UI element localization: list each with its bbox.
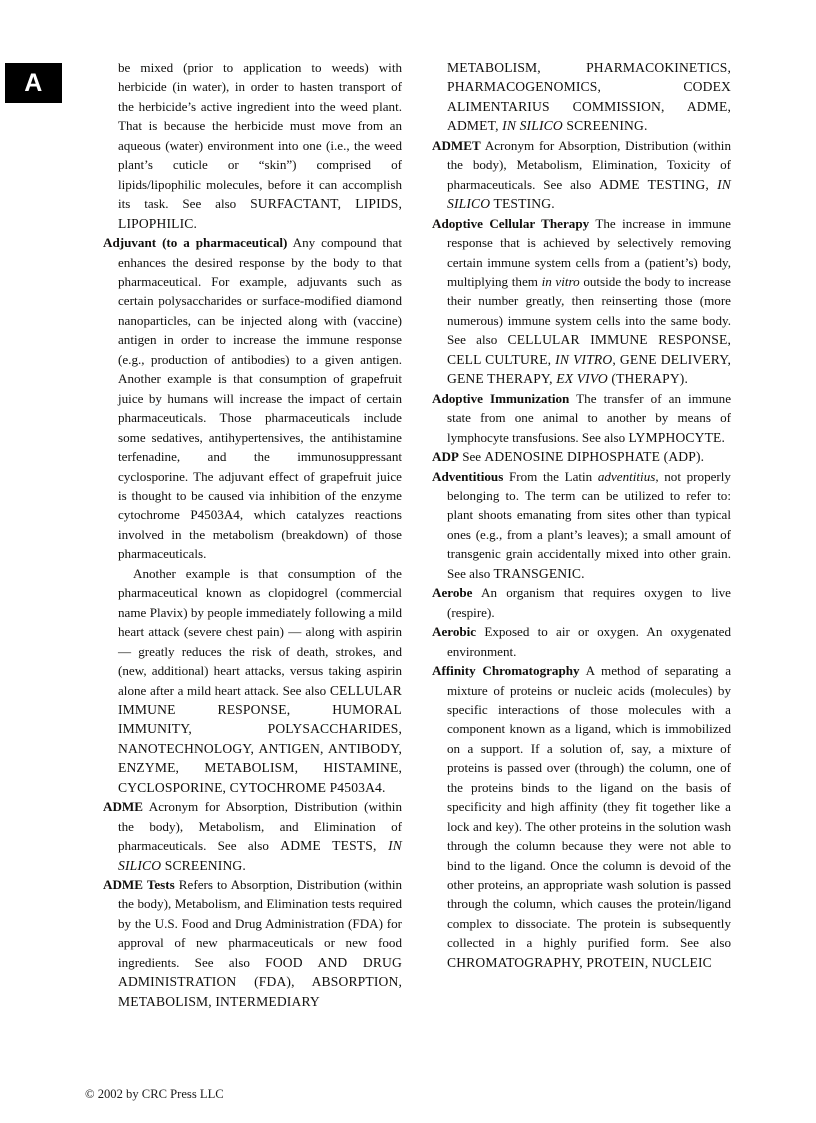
cross-reference-italic: IN SILICO	[502, 118, 563, 134]
definition-italic-term: in vitro	[541, 273, 580, 289]
entry-adme-tests	[103, 875, 402, 1011]
entry-adp	[432, 447, 731, 466]
headword-aerobe: Aerobe	[432, 585, 473, 601]
cross-reference-list: TRANSGENIC.	[493, 565, 585, 581]
cross-reference-list: SURFACTANT, LIPIDS, LIPOPHILIC.	[118, 196, 402, 231]
headword-adoptive-immunization: Adoptive Immunization	[432, 390, 570, 406]
cross-reference-list: CELLULAR IMMUNE RESPONSE, CELL CULTURE,	[447, 332, 731, 367]
cross-reference-list: ADENOSINE DIPHOSPHATE (ADP).	[484, 449, 705, 465]
definition-text: Acronym for Absorption, Distribution (within the body), Metabolism, Elimination, Toxicity of pharmaceuticals. See also	[447, 137, 731, 192]
headword-aerobic: Aerobic	[432, 624, 477, 640]
entry-adjuvant	[103, 233, 402, 564]
cross-reference-list: CHROMATOGRAPHY, PROTEIN, NUCLEIC	[447, 954, 712, 970]
headword-adventitious: Adventitious	[432, 468, 504, 484]
definition-text: See	[458, 449, 485, 465]
headword-adjuvant: Adjuvant (to a pharmaceutical)	[103, 235, 288, 251]
definition-text: Refers to Absorption, Distribution (within the body), Metabolism, and Elimination tests required by the U.S. Food and Drug Administration (FDA) for approval of new pharmaceuticals or new food ingredients. See also	[118, 877, 403, 970]
cross-reference-italic: IN SILICO	[447, 176, 731, 212]
definition-text: From the Latin	[503, 468, 598, 484]
alphabet-thumb-tab-a: A	[5, 63, 62, 103]
cross-reference-list-end: SCREENING.	[161, 857, 246, 873]
entry-adoptive-cellular-therapy	[432, 214, 731, 389]
entry-admet	[432, 136, 731, 214]
cross-reference-list: LYMPHOCYTE.	[628, 429, 726, 445]
cross-reference-list-mid: , GENE DELIVERY, GENE THERAPY,	[447, 351, 731, 387]
copyright-footer: © 2002 by CRC Press LLC	[85, 1087, 224, 1101]
entry-aerobic	[432, 622, 731, 661]
cross-reference-list: ADME TESTING,	[599, 176, 718, 192]
entry-adoptive-immunization	[432, 389, 731, 447]
definition-text: A method of separating a mixture of proteins or nucleic acids (molecules) by specific interactions of those molecules with a component known as a ligand, which is immobilized on a support. If a solution of, say, a mixture of proteins is passed over (through) the column, one of the proteins binds to the ligand on the basis of specificity and high affinity (they fit together like a lock and key). The other proteins in the solution wash through the column because they were not able to bind to the ligand. Once the column is devoid of the other proteins, an appropriate wash solution is passed through the column, which causes the protein/ligand complex to dissociate. The protein is subsequently collected in a highly purified form. See also	[447, 663, 732, 951]
cross-reference-list-end: (THERAPY).	[607, 371, 689, 387]
definition-text: Exposed to air or oxygen. An oxygenated environment.	[447, 624, 731, 659]
cross-reference-italic: IN VITRO	[555, 351, 613, 367]
headword-adoptive-cellular-therapy: Adoptive Cellular Therapy	[432, 215, 590, 231]
entry-adventitious	[432, 467, 731, 584]
definition-text-continued: outside the body to increase their number greatly, then reinserting those (more numerous) immune system cells into the same body. See also	[447, 273, 731, 348]
definition-text: Any compound that enhances the desired response by the body to that pharmaceutical. For example, adjuvants such as certain polysaccharides or surface-modified diamond nanoparticles, can be injected along with (vaccine) antigen in order to increase the immune response (e.g., production of antibodies) to a given antigen. Another example is that consumption of grapefruit juice by humans will increase the impact of certain pharmaceuticals. Those pharmaceuticals include some sedatives, antihypertensives, the antihistamine terfenadine, and the immunosuppressant cyclosporine. The adjuvant effect of grapefruit juice is thought to be caused via inhibition of the enzyme cytochrome P4503A4, which catalyzes reactions involved in the metabolism (breakdown) of those pharmaceuticals.	[118, 235, 403, 562]
headword-adme: ADME	[103, 799, 144, 815]
cross-reference-list-end: SCREENING.	[562, 118, 648, 134]
left-column	[103, 58, 402, 1011]
cross-reference-list: CELLULAR IMMUNE RESPONSE, HUMORAL IMMUNITY, POLYSACCHARIDES, NANOTECHNOLOGY, ANTIGEN, ANTIBODY, ENZYME, METABOLISM, HISTAMINE, CYCLOSPORINE, CYTOCHROME P4503A4.	[118, 682, 402, 795]
definition-text: The increase in immune response that is achieved by selectively removing certain immune system cells from a (patient’s) body, multiplying them	[447, 215, 731, 289]
cross-reference-italic: IN SILICO	[118, 838, 402, 873]
right-column	[432, 58, 731, 972]
entry-adme	[103, 797, 402, 875]
continued-entry-body	[103, 58, 402, 233]
continued-body-text: be mixed (prior to application to weeds) with herbicide (in water), in order to hasten transport of the herbicide’s active ingredient into the weed plant. That is because the herbicide must move from an aqueous (water) environment into one (i.e., the weed plant’s cuticle or “skin”) comprised of lipids/lipophilic molecules, before it can accomplish its task. See also	[118, 60, 402, 212]
headword-admet: ADMET	[432, 137, 481, 153]
text-columns	[103, 58, 731, 1078]
entry-aerobe	[432, 583, 731, 622]
headword-adme-tests: ADME Tests	[103, 877, 175, 893]
definition-text-continued: , not properly belonging to. The term can be utilized to refer to: plant shoots emanating from sites other than typical ones (e.g., from a plant’s leaves); a small amount of transgenic grain accidentally mixed into other grain. See also	[447, 468, 731, 581]
definition-text: Another example is that consumption of the pharmaceutical known as clopidogrel (commercial name Plavix) by people immediately following a mild heart attack (severe chest pain) — along with aspirin — greatly reduces the risk of death, strokes, and (new, additional) heart attacks, versus taking aspirin alone after a mild heart attack. See also	[118, 565, 402, 698]
definition-text: Acronym for Absorption, Distribution (within the body), Metabolism, and Elimination of pharmaceuticals. See also	[118, 799, 402, 854]
headword-adp: ADP	[432, 449, 459, 465]
definition-text: The transfer of an immune state from one animal to another by means of lymphocyte transfusions. See also	[447, 390, 731, 445]
continued-cross-references	[432, 58, 731, 136]
entry-adjuvant-paragraph-2	[103, 564, 402, 797]
headword-affinity-chromatography: Affinity Chromatography	[432, 663, 580, 679]
cross-reference-list: METABOLISM, PHARMACOKINETICS, PHARMACOGENOMICS, CODEX ALIMENTARIUS COMMISSION, ADME, ADMET,	[447, 60, 731, 134]
cross-reference-list: ADME TESTS,	[280, 838, 389, 854]
cross-reference-italic-2: EX VIVO	[556, 371, 608, 387]
definition-text: An organism that requires oxygen to live (respire).	[447, 585, 731, 620]
entry-affinity-chromatography	[432, 661, 731, 972]
cross-reference-list-end: TESTING.	[490, 196, 555, 212]
definition-italic-term: adventitius	[597, 468, 656, 484]
cross-reference-list: FOOD AND DRUG ADMINISTRATION (FDA), ABSORPTION, METABOLISM, INTERMEDIARY	[118, 954, 402, 1009]
